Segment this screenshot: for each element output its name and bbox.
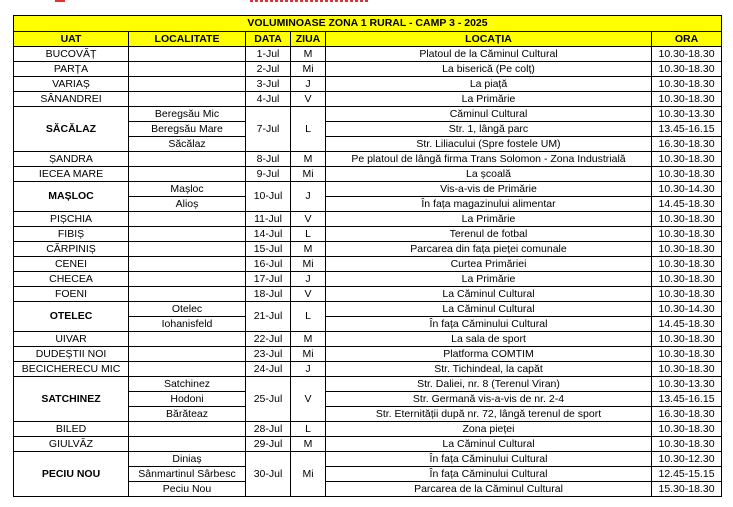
localitate-cell (129, 92, 246, 107)
header-uat: UAT (14, 32, 129, 47)
table-row (14, 347, 722, 362)
ora-cell: 10.30-18.30 (652, 77, 722, 92)
table-row (14, 437, 722, 452)
ora-cell: 10.30-13.30 (652, 107, 722, 122)
uat-cell: BILED (14, 422, 129, 437)
localitate-cell (129, 437, 246, 452)
uat-cell: UIVAR (14, 332, 129, 347)
table-row (14, 302, 722, 317)
locatia-cell: Str. Liliacului (Spre fostele UM) (326, 137, 652, 152)
localitate-cell: Hodoni (129, 392, 246, 407)
header-ora: ORA (652, 32, 722, 47)
uat-cell: FIBIȘ (14, 227, 129, 242)
header-locatia: LOCAȚIA (326, 32, 652, 47)
ora-cell: 10.30-18.30 (652, 62, 722, 77)
data-cell: 14-Jul (246, 227, 291, 242)
localitate-cell (129, 152, 246, 167)
ziua-cell: M (291, 242, 326, 257)
table-row (14, 242, 722, 257)
localitate-cell: Beregsău Mare (129, 122, 246, 137)
ziua-cell: M (291, 152, 326, 167)
ora-cell: 10.30-18.30 (652, 242, 722, 257)
ora-cell: 10.30-14.30 (652, 182, 722, 197)
data-cell: 15-Jul (246, 242, 291, 257)
locatia-cell: La Primărie (326, 272, 652, 287)
uat-cell: SATCHINEZ (14, 377, 129, 422)
data-cell: 16-Jul (246, 257, 291, 272)
header-ziua: ZIUA (291, 32, 326, 47)
data-cell: 21-Jul (246, 302, 291, 332)
ora-cell: 10.30-14.30 (652, 302, 722, 317)
data-cell: 18-Jul (246, 287, 291, 302)
data-cell: 17-Jul (246, 272, 291, 287)
ziua-cell: L (291, 107, 326, 152)
table-row (14, 362, 722, 377)
uat-cell: CĂRPINIȘ (14, 242, 129, 257)
localitate-cell: Iohanisfeld (129, 317, 246, 332)
ziua-cell: V (291, 92, 326, 107)
localitate-cell: Săcălaz (129, 137, 246, 152)
locatia-cell: La biserică (Pe colț) (326, 62, 652, 77)
ora-cell: 10.30-18.30 (652, 167, 722, 182)
ora-cell: 15.30-18.30 (652, 482, 722, 497)
table-row (14, 47, 722, 62)
table-title: VOLUMINOASE ZONA 1 RURAL - CAMP 3 - 2025 (14, 16, 722, 32)
localitate-cell: Satchinez (129, 377, 246, 392)
localitate-cell (129, 227, 246, 242)
data-cell: 11-Jul (246, 212, 291, 227)
table-row (14, 182, 722, 197)
locatia-cell: La Căminul Cultural (326, 437, 652, 452)
locatia-cell: Vis-a-vis de Primărie (326, 182, 652, 197)
uat-cell: GIULVĂZ (14, 437, 129, 452)
table-row (14, 377, 722, 392)
localitate-cell (129, 242, 246, 257)
data-cell: 29-Jul (246, 437, 291, 452)
ora-cell: 10.30-18.30 (652, 347, 722, 362)
localitate-cell: Beregsău Mic (129, 107, 246, 122)
localitate-cell (129, 212, 246, 227)
data-cell: 28-Jul (246, 422, 291, 437)
localitate-cell (129, 272, 246, 287)
localitate-cell (129, 47, 246, 62)
ora-cell: 13.45-16.15 (652, 392, 722, 407)
localitate-cell: Sânmartinul Sârbesc (129, 467, 246, 482)
schedule-table (13, 15, 722, 497)
localitate-cell: Otelec (129, 302, 246, 317)
locatia-cell: Zona pieței (326, 422, 652, 437)
ora-cell: 10.30-18.30 (652, 422, 722, 437)
ziua-cell: Mi (291, 347, 326, 362)
localitate-cell (129, 167, 246, 182)
data-cell: 7-Jul (246, 107, 291, 152)
localitate-cell (129, 422, 246, 437)
locatia-cell: La școală (326, 167, 652, 182)
locatia-cell: La Primărie (326, 92, 652, 107)
ora-cell: 16.30-18.30 (652, 137, 722, 152)
locatia-cell: La sala de sport (326, 332, 652, 347)
ora-cell: 10.30-18.30 (652, 152, 722, 167)
ziua-cell: J (291, 182, 326, 212)
locatia-cell: La Căminul Cultural (326, 287, 652, 302)
data-cell: 30-Jul (246, 452, 291, 497)
uat-cell: BECICHERECU MIC (14, 362, 129, 377)
locatia-cell: Str. 1, lângă parc (326, 122, 652, 137)
table-row (14, 452, 722, 467)
ziua-cell: J (291, 77, 326, 92)
data-cell: 4-Jul (246, 92, 291, 107)
localitate-cell (129, 332, 246, 347)
table-row (14, 287, 722, 302)
locatia-cell: Str. Germană vis-a-vis de nr. 2-4 (326, 392, 652, 407)
ziua-cell: L (291, 227, 326, 242)
locatia-cell: În fața Căminului Cultural (326, 452, 652, 467)
ora-cell: 10.30-18.30 (652, 272, 722, 287)
uat-cell: SĂCĂLAZ (14, 107, 129, 152)
ziua-cell: J (291, 362, 326, 377)
table-row (14, 62, 722, 77)
ora-cell: 10.30-18.30 (652, 437, 722, 452)
ziua-cell: L (291, 302, 326, 332)
ziua-cell: V (291, 212, 326, 227)
locatia-cell: În fața magazinului alimentar (326, 197, 652, 212)
ziua-cell: M (291, 47, 326, 62)
uat-cell: IECEA MARE (14, 167, 129, 182)
locatia-cell: La Căminul Cultural (326, 302, 652, 317)
locatia-cell: Terenul de fotbal (326, 227, 652, 242)
header-localitate: LOCALITATE (129, 32, 246, 47)
ziua-cell: L (291, 422, 326, 437)
uat-cell: SÂNANDREI (14, 92, 129, 107)
localitate-cell: Diniaș (129, 452, 246, 467)
data-cell: 2-Jul (246, 62, 291, 77)
ora-cell: 10.30-18.30 (652, 257, 722, 272)
locatia-cell: Pe platoul de lângă firma Trans Solomon - Zona Industrială (326, 152, 652, 167)
ora-cell: 10.30-12.30 (652, 452, 722, 467)
localitate-cell (129, 77, 246, 92)
ziua-cell: M (291, 437, 326, 452)
locatia-cell: Căminul Cultural (326, 107, 652, 122)
uat-cell: VARIAȘ (14, 77, 129, 92)
uat-cell: BUCOVĂȚ (14, 47, 129, 62)
locatia-cell: Str. Tichindeal, la capăt (326, 362, 652, 377)
table-row (14, 257, 722, 272)
locatia-cell: Str. Eternității după nr. 72, lângă terenul de sport (326, 407, 652, 422)
ora-cell: 13.45-16.15 (652, 122, 722, 137)
uat-cell: CENEI (14, 257, 129, 272)
localitate-cell (129, 257, 246, 272)
top-edge-marks (55, 0, 375, 3)
locatia-cell: Platoul de la Căminul Cultural (326, 47, 652, 62)
localitate-cell: Mașloc (129, 182, 246, 197)
locatia-cell: Platforma COMTIM (326, 347, 652, 362)
ora-cell: 14.45-18.30 (652, 317, 722, 332)
data-cell: 9-Jul (246, 167, 291, 182)
schedule-body (14, 47, 722, 497)
data-cell: 23-Jul (246, 347, 291, 362)
locatia-cell: La piață (326, 77, 652, 92)
localitate-cell (129, 362, 246, 377)
ora-cell: 10.30-18.30 (652, 92, 722, 107)
localitate-cell (129, 287, 246, 302)
table-row (14, 227, 722, 242)
ora-cell: 12.45-15.15 (652, 467, 722, 482)
ora-cell: 10.30-18.30 (652, 332, 722, 347)
locatia-cell: Str. Daliei, nr. 8 (Terenul Viran) (326, 377, 652, 392)
ora-cell: 10.30-18.30 (652, 212, 722, 227)
ziua-cell: Mi (291, 257, 326, 272)
uat-cell: PIȘCHIA (14, 212, 129, 227)
ora-cell: 10.30-18.30 (652, 227, 722, 242)
table-row (14, 212, 722, 227)
uat-cell: MAȘLOC (14, 182, 129, 212)
ora-cell: 16.30-18.30 (652, 407, 722, 422)
ora-cell: 14.45-18.30 (652, 197, 722, 212)
locatia-cell: În fața Căminului Cultural (326, 317, 652, 332)
uat-cell: PARȚA (14, 62, 129, 77)
ora-cell: 10.30-18.30 (652, 287, 722, 302)
table-row (14, 77, 722, 92)
table-row (14, 167, 722, 182)
ora-cell: 10.30-13.30 (652, 377, 722, 392)
ora-cell: 10.30-18.30 (652, 47, 722, 62)
localitate-cell (129, 347, 246, 362)
localitate-cell: Alioș (129, 197, 246, 212)
data-cell: 1-Jul (246, 47, 291, 62)
table-row (14, 107, 722, 122)
ziua-cell: V (291, 377, 326, 422)
ora-cell: 10.30-18.30 (652, 362, 722, 377)
table-row (14, 272, 722, 287)
ziua-cell: Mi (291, 62, 326, 77)
data-cell: 10-Jul (246, 182, 291, 212)
locatia-cell: Parcarea din fața pieței comunale (326, 242, 652, 257)
localitate-cell: Bărăteaz (129, 407, 246, 422)
locatia-cell: Parcarea de la Căminul Cultural (326, 482, 652, 497)
ziua-cell: Mi (291, 167, 326, 182)
localitate-cell (129, 62, 246, 77)
locatia-cell: Curtea Primăriei (326, 257, 652, 272)
header-data: DATA (246, 32, 291, 47)
data-cell: 3-Jul (246, 77, 291, 92)
table-row (14, 92, 722, 107)
ziua-cell: V (291, 287, 326, 302)
data-cell: 8-Jul (246, 152, 291, 167)
uat-cell: FOENI (14, 287, 129, 302)
localitate-cell: Peciu Nou (129, 482, 246, 497)
uat-cell: DUDEȘTII NOI (14, 347, 129, 362)
uat-cell: CHECEA (14, 272, 129, 287)
locatia-cell: La Primărie (326, 212, 652, 227)
table-row (14, 422, 722, 437)
data-cell: 22-Jul (246, 332, 291, 347)
ziua-cell: Mi (291, 452, 326, 497)
data-cell: 25-Jul (246, 377, 291, 422)
uat-cell: OTELEC (14, 302, 129, 332)
locatia-cell: În fața Căminului Cultural (326, 467, 652, 482)
table-row (14, 332, 722, 347)
table-row (14, 152, 722, 167)
uat-cell: ȘANDRA (14, 152, 129, 167)
uat-cell: PECIU NOU (14, 452, 129, 497)
data-cell: 24-Jul (246, 362, 291, 377)
ziua-cell: J (291, 272, 326, 287)
ziua-cell: M (291, 332, 326, 347)
